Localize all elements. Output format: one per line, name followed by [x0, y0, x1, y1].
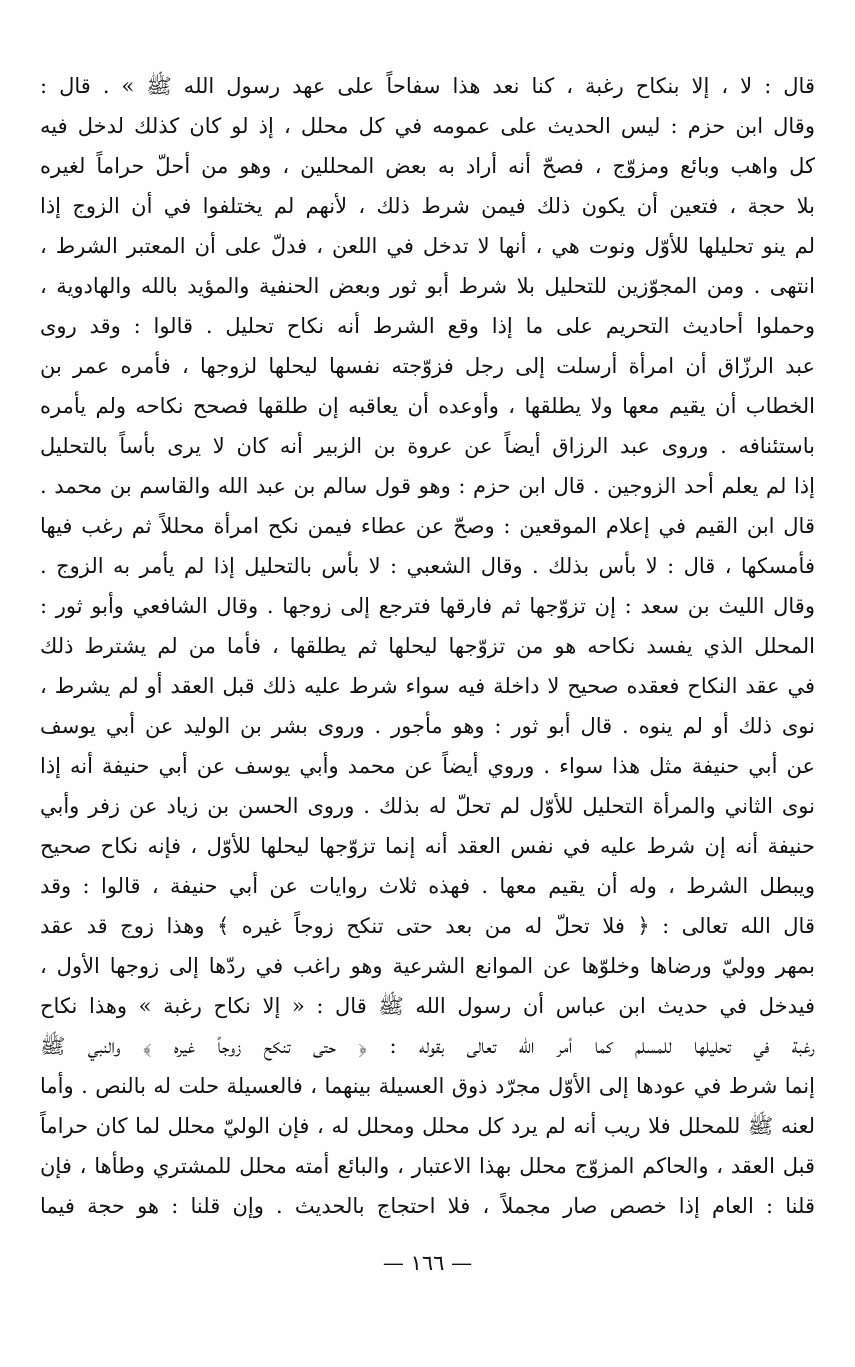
text-line: عبد الرزّاق أن امرأة أرسلت إلى رجل فزوّجته نفسها ليحلها لزوجها ، فأمره عمر بن [40, 354, 815, 378]
text-line: قبل العقد ، والحاكم المزوّج محلل بهذا الاعتبار ، والبائع أمته محلل للمشتري وطأها ، فإن [40, 1154, 815, 1178]
text-line: إنما شرط في عودها إلى الأوّل مجرّد ذوق العسيلة بينهما ، فالعسيلة حلت له بالنص . وأما [40, 1074, 815, 1098]
text-line: بمهر ووليّ ورضاها وخلوّها عن الموانع الشرعية وهو راغب في ردّها إلى زوجها الأول ، [40, 954, 815, 978]
text-line: ويبطل الشرط ، وله أن يقيم معها . فهذه ثلاث روايات عن أبي حنيفة ، قالوا : وقد [40, 874, 815, 898]
text-line: عن أبي حنيفة مثل هذا سواء . وروي أيضاً عن محمد وأبي يوسف عن أبي حنيفة أنه إذا [40, 754, 815, 778]
text-line: لم ينو تحليلها للأوّل ونوت هي ، أنها لا تدخل في اللعن ، فدلّ على أن المعتبر الشرط ، [40, 234, 815, 258]
body-text [40, 66, 815, 1226]
text-line: إذا لم يعلم أحد الزوجين . قال ابن حزم : وهو قول سالم بن عبد الله والقاسم بن محمد . [40, 474, 815, 498]
text-line: كل واهب وبائع ومزوّج ، فصحّ أنه أراد به بعض المحللين ، وهو من أحلّ حراماً لغيره [40, 154, 815, 178]
text-line: باستئنافه . وروى عبد الرزاق أيضاً عن عروة بن الزبير أنه كان لا يرى بأساً بالتحليل [40, 434, 815, 458]
text-line: قال ابن القيم في إعلام الموقعين : وصحّ عن عطاء فيمن نكح امرأة محللاً ثم رغب فيها [40, 514, 815, 538]
text-line: نوى الثاني والمرأة التحليل للأوّل لم تحلّ له بذلك . وروى الحسن بن زياد عن زفر وأبي [40, 794, 815, 818]
text-line: المحلل الذي يفسد نكاحه هو من تزوّجها ليحلها ثم يطلقها ، فأما من لم يشترط ذلك [40, 634, 815, 658]
text-line: وقال الليث بن سعد : إن تزوّجها ثم فارقها فترجع إلى زوجها . وقال الشافعي وأبو ثور : [40, 594, 815, 618]
text-line: وقال ابن حزم : ليس الحديث على عمومه في كل محلل ، إذ لو كان كذلك لدخل فيه [40, 114, 815, 138]
text-line: قال الله تعالى : ﴿ فلا تحلّ له من بعد حتى تنكح زوجاً غيره ﴾ وهذا زوج قد عقد [40, 914, 815, 938]
text-line: الخطاب أن يقيم معها ولا يطلقها ، وأوعده أن يعاقبه إن طلقها فصحح نكاحه ولم يأمره [40, 394, 815, 418]
text-line: في عقد النكاح فعقده صحيح لا داخلة فيه سواء شرط عليه ذلك قبل العقد أو لم يشرط ، [40, 674, 815, 698]
text-line: لعنه ﷺ للمحلل فلا ريب أنه لم يرد كل محلل ومحلل له ، فإن الوليّ محلل لما كان حراماً [40, 1114, 815, 1138]
text-line: حنيفة أنه إن شرط عليه في نفس العقد أنه إنما تزوّجها ليحلها للأوّل ، فإنه نكاح صحيح [40, 834, 815, 858]
text-line: وحملوا أحاديث التحريم على ما إذا وقع الشرط أنه نكاح تحليل . قالوا : وقد روى [40, 314, 815, 338]
text-line: انتهى . ومن المجوّزين للتحليل بلا شرط أبو ثور وبعض الحنفية والمؤيد بالله والهادوية ، [40, 274, 815, 298]
text-line: قال : لا ، إلا بنكاح رغبة ، كنا نعد هذا سفاحاً على عهد رسول الله ﷺ » . قال : [40, 74, 815, 98]
text-line: فأمسكها ، قال : لا بأس بذلك . وقال الشعبي : لا بأس بالتحليل إذا لم يأمر به الزوج . [40, 554, 815, 578]
text-line: نوى ذلك أو لم ينوه . قال أبو ثور : وهو مأجور . وروى بشر بن الوليد عن أبي يوسف [40, 714, 815, 738]
text-line: رغبة في تحليلها للمسلم كما أمر الله تعالى بقوله : ﴿ حتى تنكح زوجاً غيره ﴾ والنبي ﷺ [40, 1034, 815, 1058]
text-line: بلا حجة ، فتعين أن يكون ذلك فيمن شرط ذلك ، لأنهم لم يختلفوا في أن الزوج إذا [40, 194, 815, 218]
text-line: فيدخل في حديث ابن عباس أن رسول الله ﷺ قال : « إلا نكاح رغبة » وهذا نكاح [40, 994, 815, 1018]
page-number: — ١٦٦ — [382, 1251, 473, 1275]
text-line: قلنا : العام إذا خصص صار مجملاً ، فلا احتجاج بالحديث . وإن قلنا : هو حجة فيما [40, 1194, 815, 1218]
